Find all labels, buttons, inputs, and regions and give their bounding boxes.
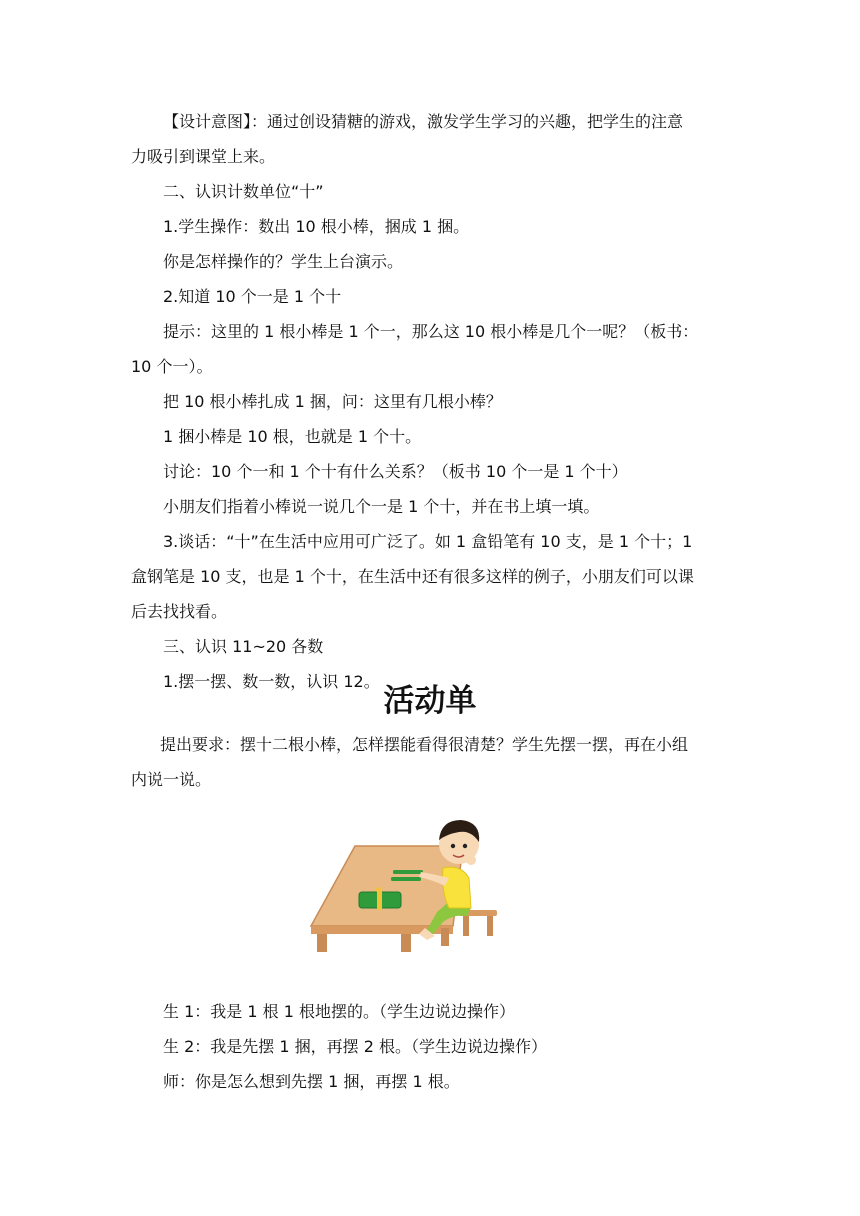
- paragraph: 后去找找看。: [131, 602, 228, 621]
- boy-with-sticks-illustration: [303, 808, 503, 960]
- paragraph: 1.摆一摆、数一数，认识 12。: [163, 672, 380, 691]
- paragraph: 1.学生操作：数出 10 根小棒，捆成 1 捆。: [163, 217, 470, 236]
- activity-text-cont: 内说一说。: [131, 770, 212, 789]
- paragraph-design-intent: 【设计意图】：通过创设猜糖的游戏，激发学生学习的兴趣，把学生的注意: [163, 112, 684, 131]
- section-heading-3: 三、认识 11~20 各数: [163, 637, 324, 656]
- dialogue-teacher: 师：你是怎么想到先摆 1 捆，再摆 1 根。: [163, 1072, 460, 1091]
- paragraph-design-intent-cont: 力吸引到课堂上来。: [131, 147, 276, 166]
- paragraph: 2.知道 10 个一是 1 个十: [163, 287, 342, 306]
- activity-title: 活动单: [383, 683, 477, 719]
- dialogue-student-1: 生 1：我是 1 根 1 根地摆的。（学生边说边操作）: [163, 1002, 515, 1021]
- paragraph: 3.谈话：“十”在生活中应用可广泛了。如 1 盒铅笔有 10 支，是 1 个十；1: [163, 532, 693, 551]
- section-heading-2: 二、认识计数单位“十”: [163, 182, 324, 201]
- paragraph: 讨论：10 个一和 1 个十有什么关系？（板书 10 个一是 1 个十）: [163, 462, 628, 481]
- paragraph: 1 捆小棒是 10 根，也就是 1 个十。: [163, 427, 422, 446]
- activity-text: 提出要求：摆十二根小棒，怎样摆能看得很清楚？学生先摆一摆，再在小组: [160, 735, 689, 754]
- paragraph: 把 10 根小棒扎成 1 捆，问：这里有几根小棒？: [163, 392, 502, 411]
- paragraph: 盒钢笔是 10 支，也是 1 个十，在生活中还有很多这样的例子，小朋友们可以课: [131, 567, 694, 586]
- paragraph: 提示：这里的 1 根小棒是 1 个一，那么这 10 根小棒是几个一呢？（板书：: [163, 322, 699, 341]
- paragraph: 10 个一）。: [131, 357, 213, 376]
- paragraph: 小朋友们指着小棒说一说几个一是 1 个十，并在书上填一填。: [163, 497, 600, 516]
- dialogue-student-2: 生 2：我是先摆 1 捆，再摆 2 根。（学生边说边操作）: [163, 1037, 547, 1056]
- paragraph: 你是怎样操作的？学生上台演示。: [163, 252, 404, 271]
